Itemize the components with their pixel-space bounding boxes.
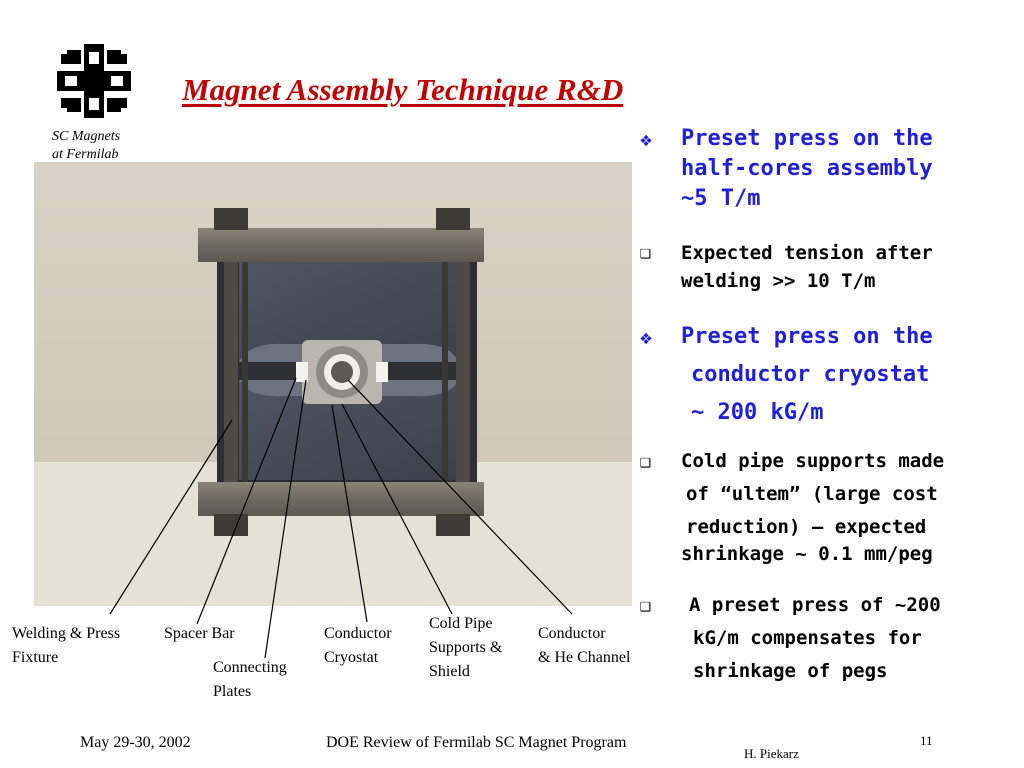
square-bullet-icon: ❑ [640, 242, 651, 263]
label-welding-press-fixture: Welding & Press Fixture [12, 625, 121, 666]
organization-label [52, 128, 120, 164]
label-spacer-bar: Spacer Bar [164, 625, 235, 642]
footer-page-number: 11 [920, 733, 933, 748]
fermilab-logo-icon [57, 44, 131, 118]
footer-date: May 29-30, 2002 [80, 734, 191, 751]
page-title: Magnet Assembly Technique R&D [182, 72, 624, 107]
square-bullet-icon: ❑ [640, 451, 651, 472]
label-cold-pipe-supports: Cold Pipe Supports & Shield [429, 615, 503, 680]
label-conductor-cryostat: Conductor Cryostat [324, 625, 392, 666]
square-bullet-icon: ❑ [640, 595, 651, 616]
magnet-assembly-photo [34, 162, 632, 606]
org-line-2: at Fermilab [52, 147, 119, 162]
footer-author: H. Piekarz [744, 746, 799, 761]
label-conductor-he-channel: Conductor & He Channel [538, 625, 631, 666]
footer-event: DOE Review of Fermilab SC Magnet Program [326, 734, 627, 751]
diamond-bullet-icon: ❖ [640, 127, 653, 151]
label-connecting-plates: Connecting Plates [213, 659, 287, 700]
org-line-1: SC Magnets [52, 129, 121, 144]
diamond-bullet-icon: ❖ [640, 325, 653, 349]
